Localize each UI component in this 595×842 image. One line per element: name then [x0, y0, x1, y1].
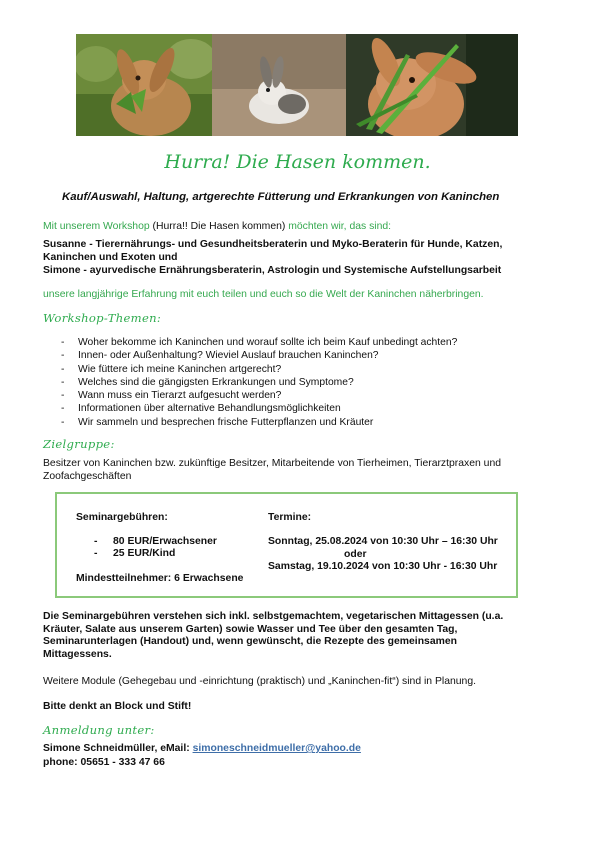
- people-line-2: Kaninchen und Exoten und: [43, 252, 178, 263]
- bullet-dash: -: [61, 363, 65, 375]
- register-heading: Anmeldung unter:: [43, 723, 155, 737]
- bullet-dash: -: [61, 350, 65, 362]
- email-link[interactable]: simoneschneidmueller@yahoo.de: [192, 743, 361, 754]
- intro-part1: Mit unserem Workshop: [43, 221, 153, 232]
- list-item: [61, 402, 457, 415]
- bullet-dash: -: [94, 536, 98, 547]
- bullet-dash: -: [61, 416, 65, 428]
- white-grey-rabbit-photo: [212, 34, 346, 136]
- bullet-dash: -: [94, 548, 98, 559]
- list-item: [61, 389, 457, 402]
- intro-part3: möchten wir, das sind:: [285, 221, 392, 232]
- banner-images: [76, 34, 518, 136]
- fee-adult: [94, 536, 217, 549]
- fee-child: [94, 548, 175, 561]
- dates-heading: Termine:: [268, 512, 312, 523]
- target-line-1: Besitzer von Kaninchen bzw. zukünftige Besitzer, Mitarbeitende von Tierheimen, Tierarztpraxen und: [43, 458, 502, 469]
- topic-text: Wir sammeln und besprechen frische Futterpflanzen und Kräuter: [78, 416, 374, 428]
- intro-text: [43, 220, 391, 233]
- min-participants: Mindestteilnehmer: 6 Erwachsene: [76, 573, 244, 584]
- date-2: Samstag, 19.10.2024 von 10:30 Uhr - 16:30 Uhr: [268, 561, 498, 572]
- topic-text: Woher bekomme ich Kaninchen und worauf sollte ich beim Kauf unbedingt achten?: [78, 337, 458, 348]
- contact-name: Simone Schneidmüller, eMail:: [43, 743, 193, 754]
- target-line-2: Zoofachgeschäften: [43, 471, 132, 482]
- fees-line-2: Kräuter, Salate aus unserem Garten) sowie Wasser und Tee über den gesamten Tag,: [43, 623, 458, 635]
- rabbit-with-grass-photo: [346, 34, 518, 136]
- fee-adult-text: 80 EUR/Erwachsener: [113, 536, 217, 547]
- fees-dates-box: [55, 492, 518, 598]
- modules-text: Weitere Module (Gehegebau und -einrichtung (praktisch) und „Kaninchen-fit“) sind in Planung.: [43, 676, 476, 687]
- phone-line: phone: 05651 - 333 47 66: [43, 757, 165, 768]
- topic-text: Informationen über alternative Behandlungsmöglichkeiten: [78, 403, 341, 415]
- fees-line-1: Die Seminargebühren verstehen sich inkl. selbstgemachtem, vegetarischen Mittagessen (u.a.: [43, 611, 504, 622]
- bullet-dash: -: [61, 403, 65, 415]
- date-1: Sonntag, 25.08.2024 von 10:30 Uhr – 16:30 Uhr: [268, 536, 498, 547]
- page-title: Hurra! Die Hasen kommen.: [164, 151, 431, 173]
- people-description: [43, 238, 563, 277]
- people-line-3: Simone - ayurvedische Ernährungsberaterin, Astrologin und Systemische Aufstellungsarbeit: [43, 265, 502, 276]
- fees-heading: Seminargebühren:: [76, 512, 168, 523]
- list-item: [61, 336, 457, 349]
- fees-description: [43, 611, 553, 661]
- page-subtitle: Kauf/Auswahl, Haltung, artgerechte Fütterung und Erkrankungen von Kaninchen: [62, 191, 500, 203]
- topic-text: Welches sind die gängigsten Erkrankungen und Symptome?: [78, 376, 354, 388]
- topic-text: Wann muss ein Tierarzt aufgesucht werden?: [78, 390, 282, 402]
- target-text: [43, 457, 543, 483]
- list-item: [61, 363, 457, 376]
- date-or: oder: [344, 549, 367, 560]
- fee-child-text: 25 EUR/Kind: [113, 548, 176, 559]
- bullet-dash: -: [61, 337, 65, 348]
- topic-text: Wie füttere ich meine Kaninchen artgerecht?: [78, 363, 282, 375]
- topics-heading: Workshop-Themen:: [43, 311, 162, 325]
- bullet-dash: -: [61, 390, 65, 402]
- fees-line-4: Mittagessens.: [43, 648, 112, 660]
- people-line-1: Susanne - Tierernährungs- und Gesundheitsberaterin und Myko-Beraterin für Hunde, Katzen,: [43, 239, 503, 250]
- bullet-dash: -: [61, 376, 65, 388]
- topics-list: [61, 336, 457, 429]
- list-item: [61, 349, 457, 362]
- target-heading: Zielgruppe:: [43, 437, 115, 451]
- intro-part2: (Hurra!! Die Hasen kommen): [152, 221, 286, 232]
- list-item: [61, 416, 457, 429]
- fees-line-3: Seminarunterlagen (Handout) und, wenn gewünscht, die Rezepte des gemeinsamen: [43, 636, 457, 648]
- contact-line: [43, 742, 361, 755]
- topic-text: Innen- oder Außenhaltung? Wieviel Auslauf brauchen Kaninchen?: [78, 350, 379, 362]
- bring-notice: Bitte denkt an Block und Stift!: [43, 701, 192, 712]
- experience-text: unsere langjährige Erfahrung mit euch teilen und euch so die Welt der Kaninchen näherbringen.: [43, 289, 484, 300]
- rabbit-eating-greens-photo: [76, 34, 212, 136]
- list-item: [61, 376, 457, 389]
